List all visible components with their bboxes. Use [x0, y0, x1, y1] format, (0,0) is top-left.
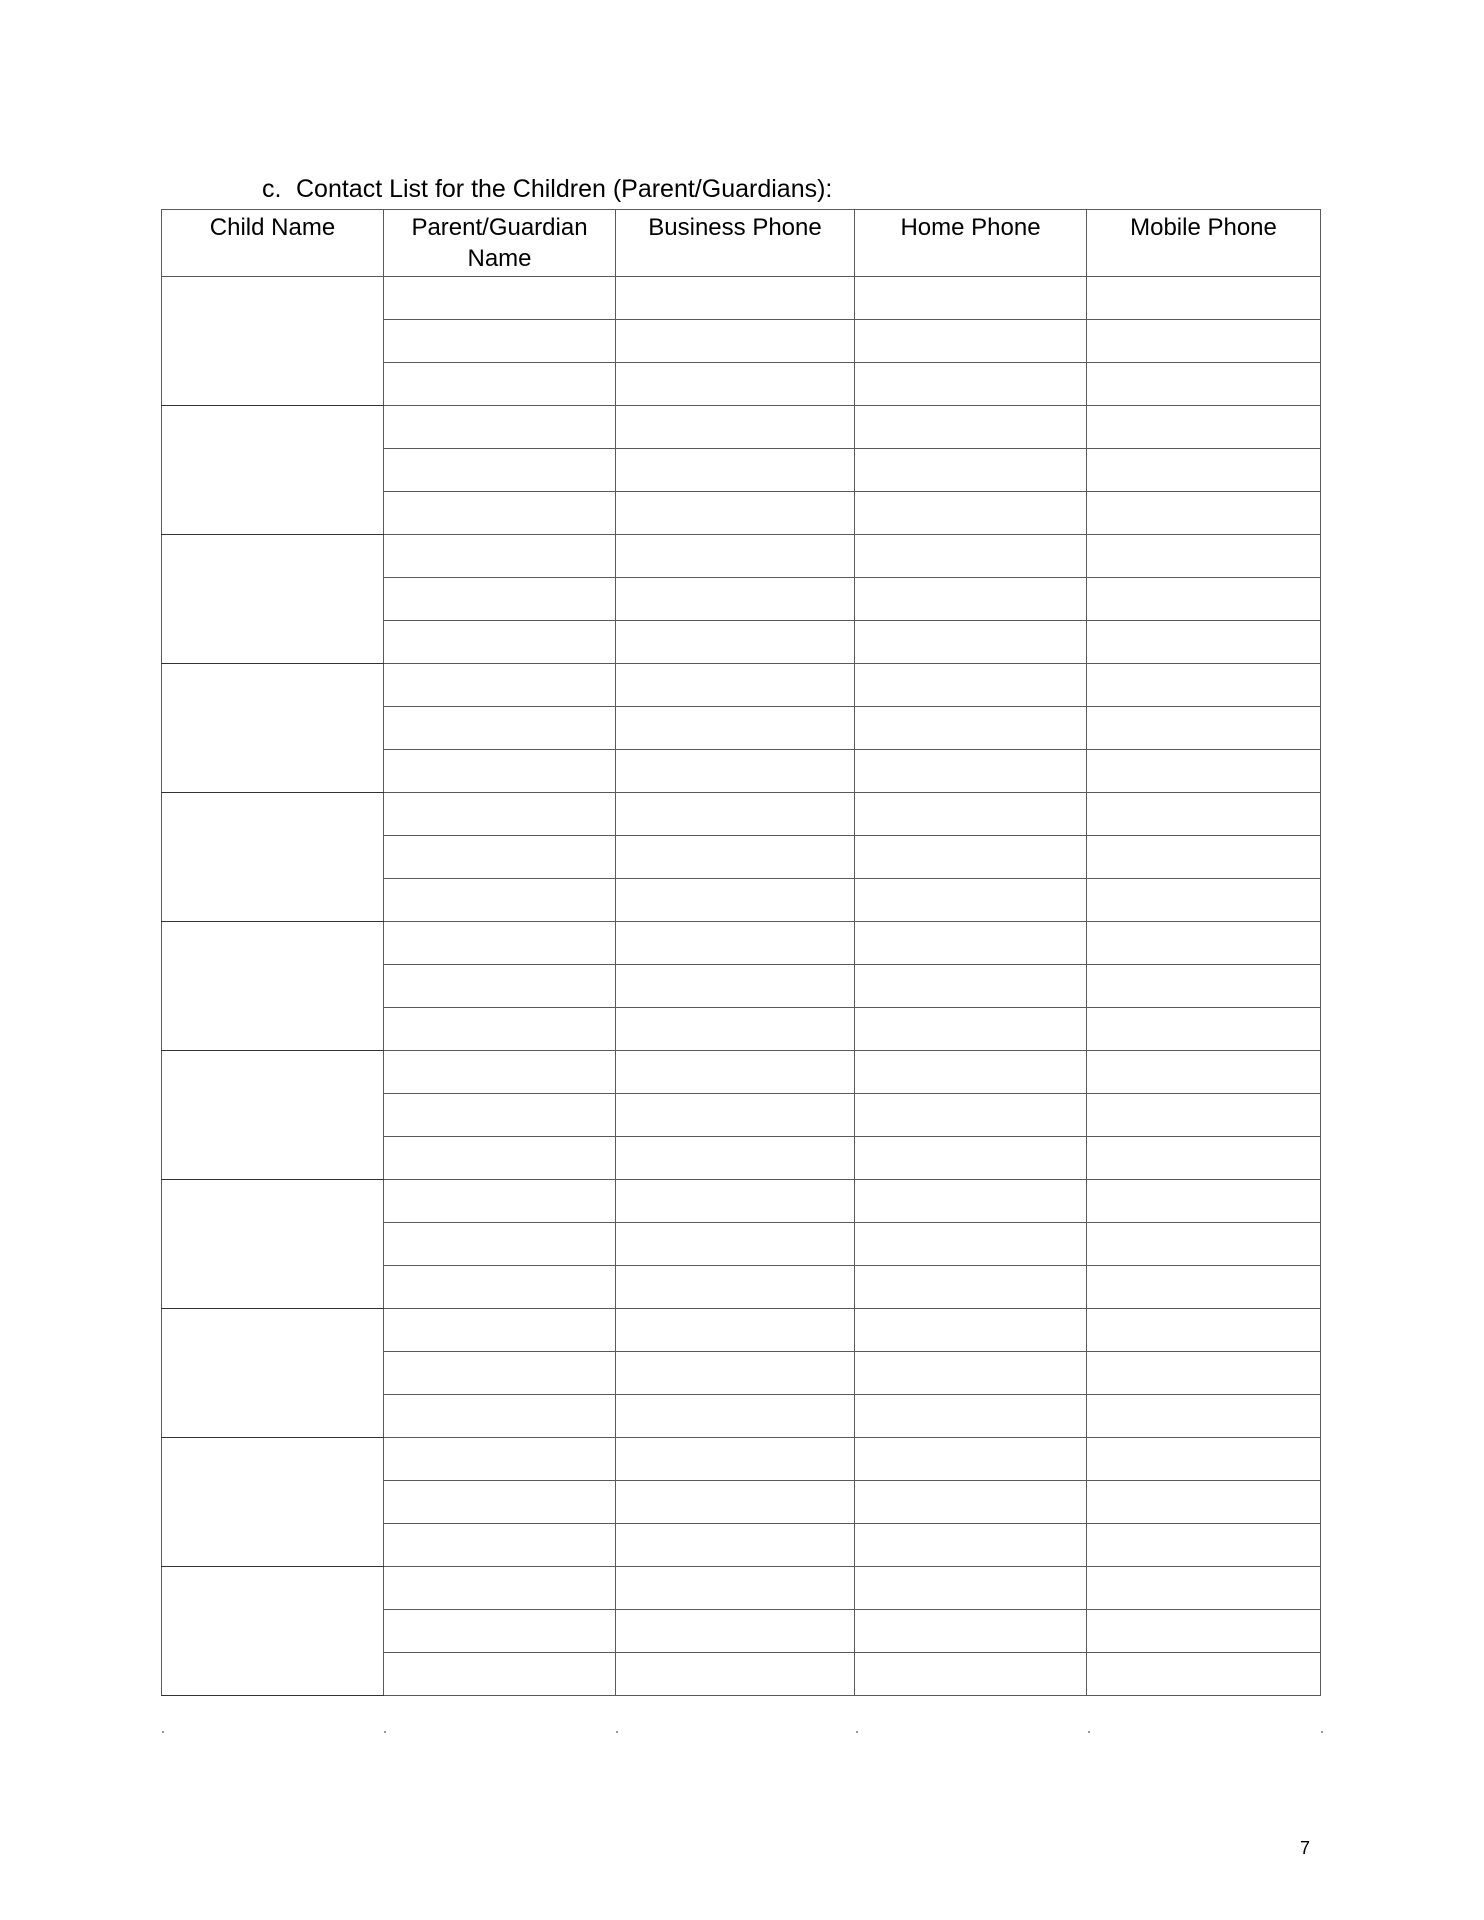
parent-guardian-name-cell[interactable]: [384, 707, 616, 750]
child-name-cell[interactable]: [162, 406, 384, 535]
table-row: [162, 922, 1321, 965]
business-phone-cell[interactable]: [616, 1524, 855, 1567]
business-phone-cell[interactable]: [616, 406, 855, 449]
home-phone-cell[interactable]: [855, 1309, 1087, 1352]
parent-guardian-name-cell[interactable]: [384, 879, 616, 922]
business-phone-cell[interactable]: [616, 621, 855, 664]
home-phone-cell[interactable]: [855, 1094, 1087, 1137]
mobile-phone-cell[interactable]: [1087, 535, 1321, 578]
parent-guardian-name-cell[interactable]: [384, 449, 616, 492]
business-phone-cell[interactable]: [616, 1094, 855, 1137]
home-phone-cell[interactable]: [855, 1266, 1087, 1309]
home-phone-cell[interactable]: [855, 922, 1087, 965]
home-phone-cell[interactable]: [855, 1008, 1087, 1051]
home-phone-cell[interactable]: [855, 1481, 1087, 1524]
page-number: 7: [1300, 1838, 1311, 1858]
parent-guardian-name-cell[interactable]: [384, 1653, 616, 1696]
parent-guardian-name-cell[interactable]: [384, 1395, 616, 1438]
mobile-phone-cell[interactable]: [1087, 793, 1321, 836]
business-phone-cell[interactable]: [616, 363, 855, 406]
mobile-phone-cell[interactable]: [1087, 1438, 1321, 1481]
heading-text: Contact List for the Children (Parent/Guardians):: [296, 175, 833, 203]
home-phone-cell[interactable]: [855, 406, 1087, 449]
table-row: [162, 1180, 1321, 1223]
business-phone-cell[interactable]: [616, 320, 855, 363]
child-name-cell[interactable]: [162, 1438, 384, 1567]
mobile-phone-cell[interactable]: [1087, 363, 1321, 406]
divider-dot: [1088, 1731, 1090, 1733]
business-phone-cell[interactable]: [616, 1309, 855, 1352]
mobile-phone-cell[interactable]: [1087, 578, 1321, 621]
business-phone-cell[interactable]: [616, 492, 855, 535]
mobile-phone-cell[interactable]: [1087, 621, 1321, 664]
parent-guardian-name-cell[interactable]: [384, 1094, 616, 1137]
business-phone-cell[interactable]: [616, 1395, 855, 1438]
table-row: [162, 535, 1321, 578]
business-phone-cell[interactable]: [616, 1137, 855, 1180]
home-phone-cell[interactable]: [855, 1137, 1087, 1180]
business-phone-cell[interactable]: [616, 1008, 855, 1051]
home-phone-cell[interactable]: [855, 277, 1087, 320]
parent-guardian-name-cell[interactable]: [384, 922, 616, 965]
section-heading: [262, 174, 832, 204]
home-phone-cell[interactable]: [855, 1395, 1087, 1438]
home-phone-cell[interactable]: [855, 965, 1087, 1008]
parent-guardian-name-cell[interactable]: [384, 793, 616, 836]
home-phone-cell[interactable]: [855, 621, 1087, 664]
business-phone-cell[interactable]: [616, 750, 855, 793]
column-header-home-phone: Home Phone: [855, 210, 1087, 277]
divider-dot: [1321, 1731, 1323, 1733]
child-name-cell[interactable]: [162, 1051, 384, 1180]
home-phone-cell[interactable]: [855, 1352, 1087, 1395]
mobile-phone-cell[interactable]: [1087, 664, 1321, 707]
mobile-phone-cell[interactable]: [1087, 1094, 1321, 1137]
business-phone-cell[interactable]: [616, 1180, 855, 1223]
mobile-phone-cell[interactable]: [1087, 1610, 1321, 1653]
mobile-phone-cell[interactable]: [1087, 879, 1321, 922]
home-phone-cell[interactable]: [855, 1223, 1087, 1266]
parent-guardian-name-cell[interactable]: [384, 1223, 616, 1266]
business-phone-cell[interactable]: [616, 1051, 855, 1094]
home-phone-cell[interactable]: [855, 707, 1087, 750]
parent-guardian-name-cell[interactable]: [384, 1481, 616, 1524]
parent-guardian-name-cell[interactable]: [384, 1352, 616, 1395]
parent-guardian-name-cell[interactable]: [384, 621, 616, 664]
mobile-phone-cell[interactable]: [1087, 406, 1321, 449]
child-name-cell[interactable]: [162, 1567, 384, 1696]
table-row: [162, 406, 1321, 449]
child-name-cell[interactable]: [162, 664, 384, 793]
child-name-cell[interactable]: [162, 793, 384, 922]
business-phone-cell[interactable]: [616, 277, 855, 320]
business-phone-cell[interactable]: [616, 664, 855, 707]
business-phone-cell[interactable]: [616, 1438, 855, 1481]
mobile-phone-cell[interactable]: [1087, 707, 1321, 750]
mobile-phone-cell[interactable]: [1087, 836, 1321, 879]
divider-dot: [616, 1731, 618, 1733]
parent-guardian-name-cell[interactable]: [384, 965, 616, 1008]
child-name-cell[interactable]: [162, 277, 384, 406]
home-phone-cell[interactable]: [855, 1180, 1087, 1223]
parent-guardian-name-cell[interactable]: [384, 363, 616, 406]
divider-dot: [856, 1731, 858, 1733]
column-header-parent-guardian-name: Parent/Guardian Name: [384, 210, 616, 277]
parent-guardian-name-cell[interactable]: [384, 277, 616, 320]
home-phone-cell[interactable]: [855, 1051, 1087, 1094]
home-phone-cell[interactable]: [855, 1524, 1087, 1567]
parent-guardian-name-cell[interactable]: [384, 1266, 616, 1309]
home-phone-cell[interactable]: [855, 492, 1087, 535]
home-phone-cell[interactable]: [855, 320, 1087, 363]
column-header-child-name: Child Name: [162, 210, 384, 277]
parent-guardian-name-cell[interactable]: [384, 1180, 616, 1223]
mobile-phone-cell[interactable]: [1087, 1524, 1321, 1567]
mobile-phone-cell[interactable]: [1087, 965, 1321, 1008]
list-marker: c.: [262, 175, 282, 203]
table-row: [162, 664, 1321, 707]
parent-guardian-name-cell[interactable]: [384, 406, 616, 449]
mobile-phone-cell[interactable]: [1087, 1051, 1321, 1094]
table-body: [162, 277, 1321, 1696]
business-phone-cell[interactable]: [616, 1653, 855, 1696]
home-phone-cell[interactable]: [855, 535, 1087, 578]
parent-guardian-name-cell[interactable]: [384, 1524, 616, 1567]
table-row: [162, 1567, 1321, 1610]
business-phone-cell[interactable]: [616, 1352, 855, 1395]
column-header-business-phone: Business Phone: [616, 210, 855, 277]
business-phone-cell[interactable]: [616, 1567, 855, 1610]
home-phone-cell[interactable]: [855, 750, 1087, 793]
mobile-phone-cell[interactable]: [1087, 750, 1321, 793]
parent-guardian-name-cell[interactable]: [384, 1137, 616, 1180]
home-phone-cell[interactable]: [855, 578, 1087, 621]
table-header-row: [162, 210, 1321, 277]
home-phone-cell[interactable]: [855, 1567, 1087, 1610]
mobile-phone-cell[interactable]: [1087, 277, 1321, 320]
business-phone-cell[interactable]: [616, 879, 855, 922]
child-name-cell[interactable]: [162, 1180, 384, 1309]
parent-guardian-name-cell[interactable]: [384, 1610, 616, 1653]
mobile-phone-cell[interactable]: [1087, 1223, 1321, 1266]
home-phone-cell[interactable]: [855, 1610, 1087, 1653]
contact-list-table: [161, 209, 1321, 1696]
business-phone-cell[interactable]: [616, 793, 855, 836]
divider-dot: [384, 1731, 386, 1733]
table-row: [162, 1309, 1321, 1352]
mobile-phone-cell[interactable]: [1087, 1309, 1321, 1352]
table-row: [162, 277, 1321, 320]
mobile-phone-cell[interactable]: [1087, 320, 1321, 363]
home-phone-cell[interactable]: [855, 836, 1087, 879]
home-phone-cell[interactable]: [855, 793, 1087, 836]
home-phone-cell[interactable]: [855, 879, 1087, 922]
business-phone-cell[interactable]: [616, 1266, 855, 1309]
mobile-phone-cell[interactable]: [1087, 1008, 1321, 1051]
business-phone-cell[interactable]: [616, 535, 855, 578]
home-phone-cell[interactable]: [855, 1653, 1087, 1696]
home-phone-cell[interactable]: [855, 664, 1087, 707]
mobile-phone-cell[interactable]: [1087, 449, 1321, 492]
business-phone-cell[interactable]: [616, 965, 855, 1008]
parent-guardian-name-cell[interactable]: [384, 750, 616, 793]
business-phone-cell[interactable]: [616, 836, 855, 879]
parent-guardian-name-cell[interactable]: [384, 1051, 616, 1094]
business-phone-cell[interactable]: [616, 449, 855, 492]
child-name-cell[interactable]: [162, 922, 384, 1051]
mobile-phone-cell[interactable]: [1087, 1352, 1321, 1395]
business-phone-cell[interactable]: [616, 578, 855, 621]
table-row: [162, 1438, 1321, 1481]
mobile-phone-cell[interactable]: [1087, 922, 1321, 965]
business-phone-cell[interactable]: [616, 707, 855, 750]
mobile-phone-cell[interactable]: [1087, 1567, 1321, 1610]
home-phone-cell[interactable]: [855, 363, 1087, 406]
parent-guardian-name-cell[interactable]: [384, 578, 616, 621]
business-phone-cell[interactable]: [616, 1481, 855, 1524]
child-name-cell[interactable]: [162, 535, 384, 664]
parent-guardian-name-cell[interactable]: [384, 1008, 616, 1051]
table-row: [162, 793, 1321, 836]
mobile-phone-cell[interactable]: [1087, 492, 1321, 535]
parent-guardian-name-cell[interactable]: [384, 1567, 616, 1610]
mobile-phone-cell[interactable]: [1087, 1180, 1321, 1223]
business-phone-cell[interactable]: [616, 922, 855, 965]
divider-dot: [162, 1731, 164, 1733]
mobile-phone-cell[interactable]: [1087, 1481, 1321, 1524]
child-name-cell[interactable]: [162, 1309, 384, 1438]
column-header-mobile-phone: Mobile Phone: [1087, 210, 1321, 277]
parent-guardian-name-cell[interactable]: [384, 320, 616, 363]
mobile-phone-cell[interactable]: [1087, 1137, 1321, 1180]
mobile-phone-cell[interactable]: [1087, 1653, 1321, 1696]
parent-guardian-name-cell[interactable]: [384, 1309, 616, 1352]
parent-guardian-name-cell[interactable]: [384, 664, 616, 707]
parent-guardian-name-cell[interactable]: [384, 492, 616, 535]
table-row: [162, 1051, 1321, 1094]
parent-guardian-name-cell[interactable]: [384, 535, 616, 578]
business-phone-cell[interactable]: [616, 1223, 855, 1266]
business-phone-cell[interactable]: [616, 1610, 855, 1653]
mobile-phone-cell[interactable]: [1087, 1395, 1321, 1438]
parent-guardian-name-cell[interactable]: [384, 836, 616, 879]
parent-guardian-name-cell[interactable]: [384, 1438, 616, 1481]
mobile-phone-cell[interactable]: [1087, 1266, 1321, 1309]
home-phone-cell[interactable]: [855, 449, 1087, 492]
home-phone-cell[interactable]: [855, 1438, 1087, 1481]
